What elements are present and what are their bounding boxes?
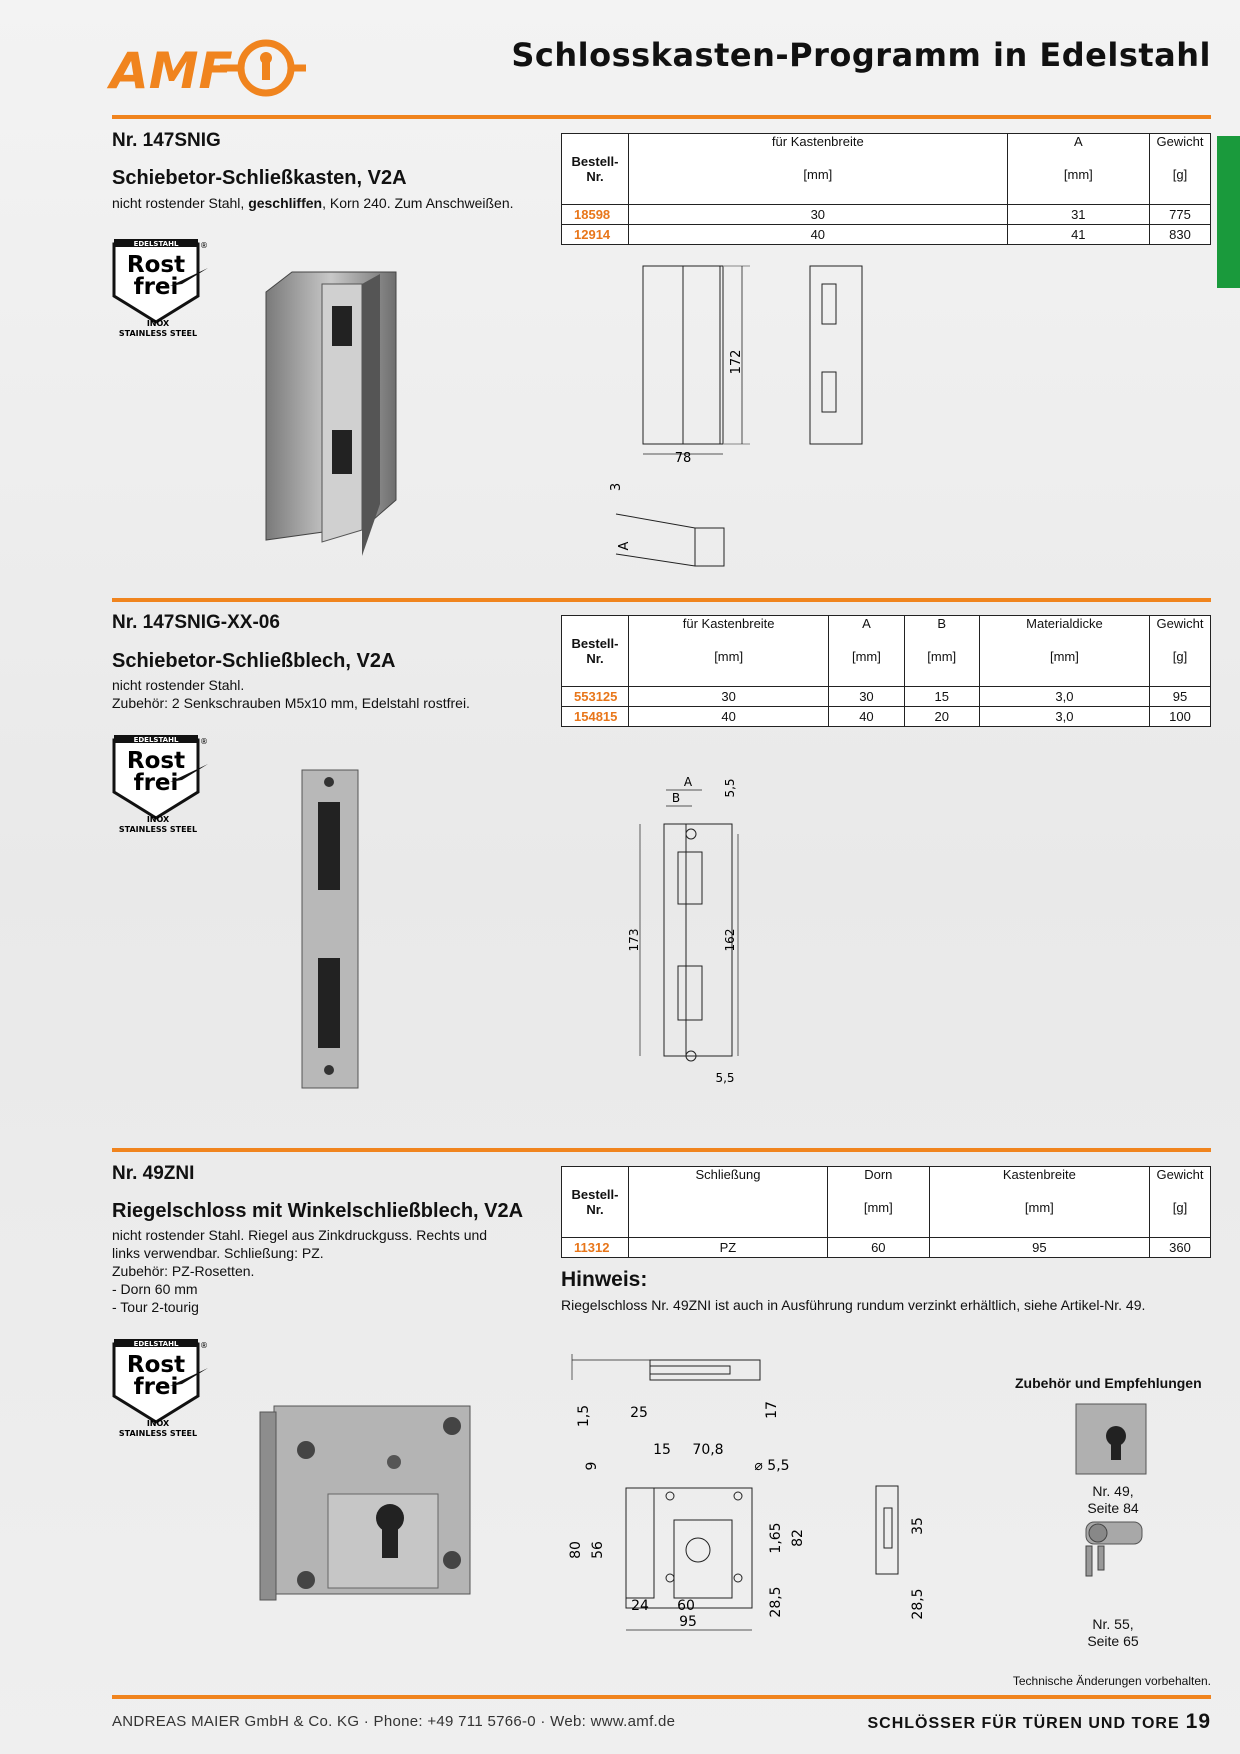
table-row: 18598 30 31 775 — [562, 205, 1211, 225]
svg-text:A: A — [683, 775, 693, 789]
svg-text:EDELSTAHL: EDELSTAHL — [133, 736, 179, 744]
hint-title: Hinweis: — [561, 1268, 648, 1291]
divider — [112, 1148, 1211, 1152]
svg-text:82: 82 — [790, 1529, 806, 1547]
disclaimer-note: Technische Änderungen vorbehalten. — [1012, 1674, 1211, 1688]
svg-text:28,5: 28,5 — [910, 1588, 926, 1620]
svg-text:56: 56 — [590, 1541, 606, 1559]
svg-text:95: 95 — [679, 1614, 697, 1630]
svg-text:173: 173 — [627, 928, 641, 952]
technical-drawing — [600, 262, 870, 580]
svg-text:1,65: 1,65 — [768, 1522, 784, 1554]
svg-text:INOX: INOX — [146, 1419, 170, 1428]
svg-text:28,5: 28,5 — [768, 1586, 784, 1618]
table-row: 11312 PZ 60 95 360 — [562, 1238, 1211, 1258]
svg-text:25: 25 — [630, 1405, 648, 1421]
svg-text:frei: frei — [133, 770, 179, 796]
rostfrei-badge — [112, 1338, 208, 1442]
table-row: 553125 30 30 15 3,0 95 — [562, 687, 1211, 707]
product-name: Schiebetor-Schließblech, V2A — [112, 650, 396, 672]
svg-text:INOX: INOX — [146, 319, 170, 328]
hint-text: Riegelschloss Nr. 49ZNI ist auch in Ausführung rundum verzinkt erhältlich, siehe Artikel-Nr. 49. — [561, 1297, 1146, 1313]
svg-text:A: A — [617, 541, 632, 551]
footer-company: ANDREAS MAIER GmbH & Co. KG · Phone: +49 711 5766-0 · Web: www.amf.de — [112, 1713, 676, 1730]
svg-text:EDELSTAHL: EDELSTAHL — [133, 1340, 179, 1348]
rostfrei-badge — [112, 238, 208, 342]
amf-logo — [110, 40, 306, 100]
section-title: SCHLÖSSER FÜR TÜREN UND TORE — [867, 1715, 1180, 1732]
svg-text:B: B — [671, 791, 681, 805]
product-number: Nr. 49ZNI — [112, 1163, 195, 1184]
product-description: nicht rostender Stahl. Zubehör: 2 Senkschrauben M5x10 mm, Edelstahl rostfrei. — [112, 677, 470, 711]
col-header: Bestell-Nr. — [562, 134, 629, 205]
accessory-caption[interactable]: Nr. 49, Seite 84 — [1087, 1483, 1139, 1516]
svg-text:9: 9 — [584, 1461, 600, 1471]
divider — [112, 598, 1211, 602]
svg-text:STAINLESS STEEL: STAINLESS STEEL — [118, 825, 198, 834]
svg-text:®: ® — [200, 1341, 208, 1350]
svg-text:3: 3 — [609, 482, 624, 492]
accessory-photo[interactable] — [1072, 1400, 1152, 1480]
svg-text:162: 162 — [723, 928, 737, 952]
svg-text:80: 80 — [568, 1541, 584, 1559]
technical-drawing — [566, 1340, 946, 1644]
svg-text:⌀ 5,5: ⌀ 5,5 — [754, 1458, 790, 1474]
svg-text:70,8: 70,8 — [692, 1442, 724, 1458]
svg-text:15: 15 — [653, 1442, 671, 1458]
rostfrei-badge — [112, 734, 208, 838]
svg-text:Rost: Rost — [126, 1352, 186, 1378]
svg-text:®: ® — [200, 737, 208, 746]
svg-text:frei: frei — [133, 274, 179, 300]
accessory-caption[interactable]: Nr. 55, Seite 65 — [1087, 1616, 1139, 1649]
svg-text:172: 172 — [729, 349, 744, 375]
svg-text:78: 78 — [674, 451, 692, 466]
spec-table: Bestell-Nr. für Kastenbreite [mm] A [mm] B [mm] Materialdicke [mm] Gewicht [g] 553125 30 30 15 3,0 95 154815 40 40 20 3,0 100 — [561, 615, 1211, 727]
divider — [112, 1695, 1211, 1699]
svg-text:®: ® — [200, 241, 208, 250]
product-description: nicht rostender Stahl. Riegel aus Zinkdruckguss. Rechts und links verwendbar. Schließung: PZ. Zubehör: PZ-Rosetten. - Dorn 60 mm - Tour 2-tourig — [112, 1227, 488, 1315]
product-name: Riegelschloss mit Winkelschließblech, V2A — [112, 1200, 524, 1222]
svg-text:60: 60 — [677, 1598, 695, 1614]
page-title: Schlosskasten-Programm in Edelstahl — [511, 36, 1211, 74]
svg-text:5,5: 5,5 — [715, 1071, 735, 1085]
product-number: Nr. 147SNIG — [112, 130, 221, 151]
svg-text:35: 35 — [910, 1517, 926, 1535]
table-row: 12914 40 41 830 — [562, 225, 1211, 245]
svg-text:EDELSTAHL: EDELSTAHL — [133, 240, 179, 248]
product-name: Schiebetor-Schließkasten, V2A — [112, 167, 407, 189]
svg-text:frei: frei — [133, 1374, 179, 1400]
accessory-photo[interactable] — [1076, 1508, 1152, 1584]
footer-section — [867, 1710, 1211, 1734]
svg-text:STAINLESS STEEL: STAINLESS STEEL — [118, 329, 198, 338]
svg-text:INOX: INOX — [146, 815, 170, 824]
svg-text:17: 17 — [764, 1401, 780, 1419]
svg-text:Rost: Rost — [126, 252, 186, 278]
divider — [112, 115, 1211, 119]
product-description: nicht rostender Stahl, geschliffen, Korn 240. Zum Anschweißen. — [112, 195, 514, 211]
technical-drawing — [627, 770, 760, 1090]
accessories-title: Zubehör und Empfehlungen — [1015, 1375, 1202, 1391]
svg-text:STAINLESS STEEL: STAINLESS STEEL — [118, 1429, 198, 1438]
svg-text:Rost: Rost — [126, 748, 186, 774]
svg-text:24: 24 — [631, 1598, 649, 1614]
svg-text:5,5: 5,5 — [723, 778, 737, 798]
svg-text:1,5: 1,5 — [576, 1404, 592, 1428]
page-number: 19 — [1185, 1710, 1211, 1733]
logo-text: AMF — [110, 42, 233, 100]
product-photo — [262, 270, 402, 560]
section-tab — [1217, 136, 1240, 288]
table-row: 154815 40 40 20 3,0 100 — [562, 707, 1211, 727]
product-photo — [296, 768, 362, 1090]
product-number: Nr. 147SNIG-XX-06 — [112, 612, 280, 633]
product-photo — [258, 1402, 476, 1602]
spec-table: Bestell-Nr. für Kastenbreite [mm] A [mm] Gewicht [g] 18598 30 31 775 12914 40 41 830 — [561, 133, 1211, 245]
spec-table: Bestell-Nr. Schließung Dorn [mm] Kastenbreite [mm] Gewicht [g] 11312 PZ 60 95 360 — [561, 1166, 1211, 1258]
